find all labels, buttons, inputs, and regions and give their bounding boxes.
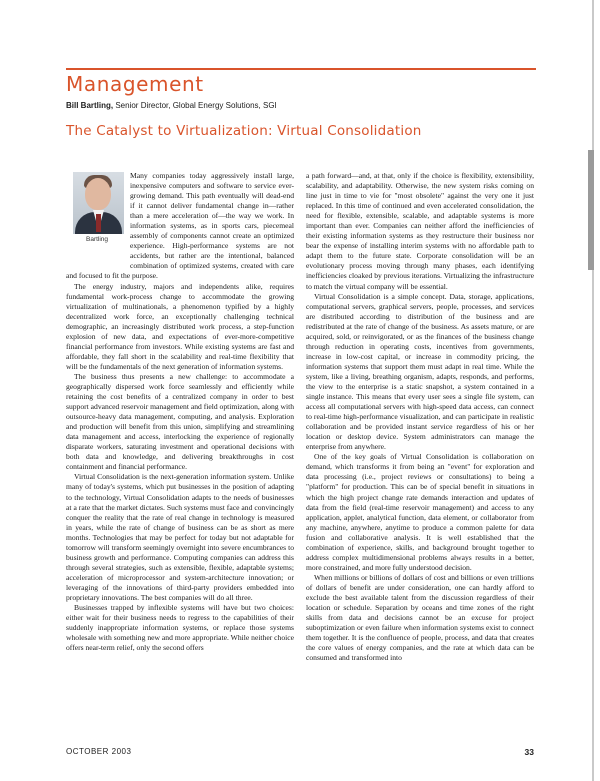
author-name: Bill Bartling, xyxy=(66,101,114,110)
paragraph: When millions or billions of dollars of cost and billions or even trillions of dollars of benefit are under consideration, one can hardly afford to exclude the best available talent from the discussion regardless of their location or schedule. Separation by oceans and time zones of the right skills from data and decisions cannot be an excuse for project suboptimization or even failure when information systems exist to connect them together. It is the confluence of people, process, and data that creates the core values of energy companies, and the rate at which data can be consumed and transformed into xyxy=(306,572,534,663)
author-title: Senior Director, Global Energy Solutions, SGI xyxy=(113,101,277,110)
page-edge-tab xyxy=(588,150,594,270)
body-column-right xyxy=(306,171,534,663)
paragraph: One of the key goals of Virtual Consolidation is collaboration on demand, which transforms it from being an "event" for exploration and data processing (i.e., project reviews or consultations) to being a "platform" for production. This can be of special benefit in situations in which the high project change rate demands interaction and updates of data from the field (real-time reservoir management) and access to any application, applet, analytical function, data element, or collaborator from any machine, anywhere, anytime to produce a common palette for data fusion and collaborative analysis. It is well established that the combination of experience, skills, and background brought together to address complex multidimensional problems always results in a better, more constrained, and more fully understood decision. xyxy=(306,452,534,572)
article-title: The Catalyst to Virtualization: Virtual Consolidation xyxy=(66,123,422,139)
page-number: 33 xyxy=(524,747,534,757)
section-rule xyxy=(66,68,536,70)
paragraph: a path forward—and, at that, only if the choice is flexibility, extensibility, scalability, and adaptability. Otherwise, the new system risks coming on line just in time to vie for "most obsolete" against the very one it just replaced. In this time of continued and even accelerated consolidation, the need for flexible, extensible, scalable, and adaptable systems is more important than ever. Companies can neither afford the inefficiencies of their existing information systems as they restructure their business nor bear the expense of installing interim systems with no affordable path to adapt them to the future state. Corporate consolidation will be an evolutionary process moving through many phases, each identifying inefficiencies cloaked by previous iterations. Virtualizing the infrastructure to match the virtual company will be essential. xyxy=(306,171,534,291)
body-column-left xyxy=(66,171,294,653)
page-edge-rule xyxy=(592,0,594,781)
photo-caption: Bartling xyxy=(86,236,109,243)
paragraph: Businesses trapped by inflexible systems will have but two choices: either wait for their business needs to regress to the capabilities of their suddenly inappropriate information systems, or replace those systems wholesale with something new and more appropriate. While neither choice offers near-term relief, only the second offers xyxy=(66,603,294,653)
paragraph: Virtual Consolidation is the next-generation information system. Unlike many of today's systems, which put businesses in the position of adapting to the technology, Virtual Consolidation adapts to the needs of businesses at a rate that the market dictates. Such systems must face and convincingly conquer the reality that the rate of real change in technology is measured in years, while the rate of change of business can be as short as mere months. Technologies that may be perfect for today but not adaptable for tomorrow will transform seemingly overnight into severe encumbrances to business growth and performance. Computing companies can address this through several strategies, such as extensible, flexible, adaptable systems; acceleration of microprocessor and system-architecture innovation; or leveraging of the innovations of third-party providers embedded into proprietary innovations. The best companies will do all three. xyxy=(66,472,294,602)
issue-date: OCTOBER 2003 xyxy=(66,747,132,756)
author-byline xyxy=(66,101,277,110)
paragraph: The energy industry, majors and independents alike, requires fundamental work-process change to accommodate the growing virtualization of multinationals, a phenomenon typified by a highly decentralized work force, an exceptionally challenging technical demographic, an increasingly distributed work process, a step-function explosion of new data, and expectations of ever-more-competitive financial performance from investors. While existing systems are fast and affordable, they fall short in the scalability and real-time flexibility that will be the fundamentals of the next generation of information systems. xyxy=(66,281,294,371)
photo-wrap-space xyxy=(66,171,130,267)
paragraph: Virtual Consolidation is a simple concept. Data, storage, applications, computational servers, graphical servers, people, processes, and services are distributed according to distribution of the business and are redistributed at the rate of change of the business. As assets mature, or are acquired, sold, or reinvigorated, or as the finances of the business change through reduction in operating costs, incentives from governments, increase in low-cost capital, or increase in commodity pricing, the information systems that support them must adapt in real time. While the system, like a living, breathing organism, adapts, responds, and performs, the view to the enterprise is a static snapshot, a system contained in a single instance. This means that every user sees a single file system, can access all computational servers with high-speed data access, can connect to real-time high-performance visualization, and can participate in realistic collaboration and be provided instant service regardless of his or her location or desktop device. System administrators can manage the enterprise from anywhere. xyxy=(306,291,534,452)
paragraph: Many companies today aggressively install large, inexpensive computers and software to service ever-growing demand. This path eventually will dead-end if it cannot deliver fundamental change in—rather than a mere acceleration of—the way we work. In information systems, as in sports cars, piecemeal assembly of components cannot create an optimized experience. High-performance systems are not accidents, but rather are the intentional, balanced combination of optimized systems, created with care and focused to fit the purpose. xyxy=(66,171,294,281)
section-heading: Management xyxy=(66,72,204,96)
paragraph: The business thus presents a new challenge: to accommodate a geographically dispersed work force seamlessly and efficiently while retaining the cost benefits of a centralized company in order to best support advanced reservoir management and field optimization, along with outsource-heavy data management, computing, and analysis. Exploration and production will benefit from this union, simplifying and streamlining data management and access, interlocking the experience of regionally disparate workers, saturating investment and operational decisions with both data and knowledge, and delivering breakthroughs in cost containment and financial performance. xyxy=(66,371,294,472)
